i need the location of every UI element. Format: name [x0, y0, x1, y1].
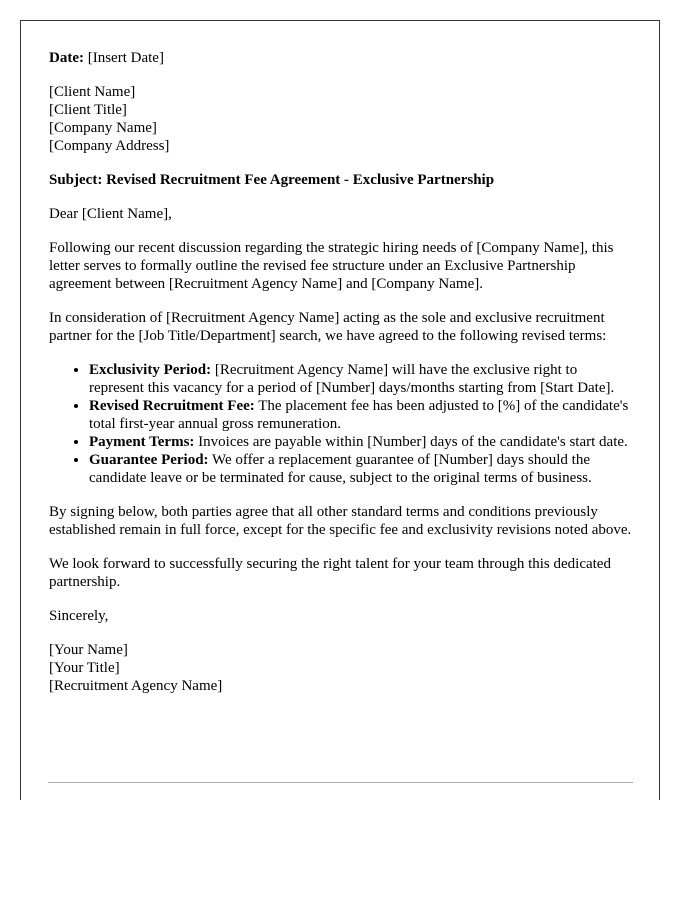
- term-revised-fee: [89, 397, 634, 433]
- signature-agency: [Recruitment Agency Name]: [49, 678, 223, 694]
- signature-block: [49, 641, 634, 695]
- date-value: [Insert Date]: [83, 50, 164, 66]
- consideration-paragraph: In consideration of [Recruitment Agency Name] acting as the sole and exclusive recruitment partner for the [Job Title/Department] search, we have agreed to the following revised terms:: [49, 310, 607, 344]
- term-label: Guarantee Period:: [89, 452, 209, 468]
- term-payment-terms: [89, 433, 634, 451]
- term-text: The placement fee has been adjusted to [%] of the candidate's total first-year annual gross remuneration.: [89, 398, 629, 432]
- terms-list: [49, 361, 634, 487]
- term-label: Revised Recruitment Fee:: [89, 398, 255, 414]
- signature-name: [Your Name]: [49, 642, 128, 658]
- salutation: Dear [Client Name],: [49, 206, 172, 222]
- signoff: Sincerely,: [49, 608, 109, 624]
- letter-page: [20, 20, 660, 800]
- recipient-client-name: [Client Name]: [49, 84, 136, 100]
- intro-paragraph: Following our recent discussion regarding the strategic hiring needs of [Company Name], this letter serves to formally outline the revised fee structure under an Exclusive Partnership agreement between [Recruitment Agency Name] and [Company Name].: [49, 240, 614, 292]
- bottom-divider: [48, 782, 633, 783]
- signing-paragraph: By signing below, both parties agree that all other standard terms and conditions previously established remain in full force, except for the specific fee and exclusivity revisions noted above.: [49, 504, 632, 538]
- term-text: [Recruitment Agency Name] will have the exclusive right to represent this vacancy for a period of [Number] days/months starting from [Start Date].: [89, 362, 615, 396]
- term-guarantee-period: [89, 451, 634, 487]
- term-label: Exclusivity Period:: [89, 362, 212, 378]
- term-label: Payment Terms:: [89, 434, 195, 450]
- recipient-company-name: [Company Name]: [49, 120, 157, 136]
- signature-title: [Your Title]: [49, 660, 120, 676]
- date-line: [49, 49, 634, 67]
- term-text: Invoices are payable within [Number] days of the candidate's start date.: [194, 434, 628, 450]
- recipient-client-title: [Client Title]: [49, 102, 127, 118]
- term-exclusivity-period: [89, 361, 634, 397]
- closing-paragraph: We look forward to successfully securing the right talent for your team through this dedicated partnership.: [49, 556, 611, 590]
- letter-body: [49, 49, 634, 711]
- recipient-block: [49, 83, 634, 155]
- term-text: We offer a replacement guarantee of [Number] days should the candidate leave or be terminated for cause, subject to the original terms of business.: [89, 452, 592, 486]
- date-label: Date:: [49, 50, 84, 66]
- subject-line: Subject: Revised Recruitment Fee Agreement - Exclusive Partnership: [49, 172, 495, 188]
- recipient-company-address: [Company Address]: [49, 138, 170, 154]
